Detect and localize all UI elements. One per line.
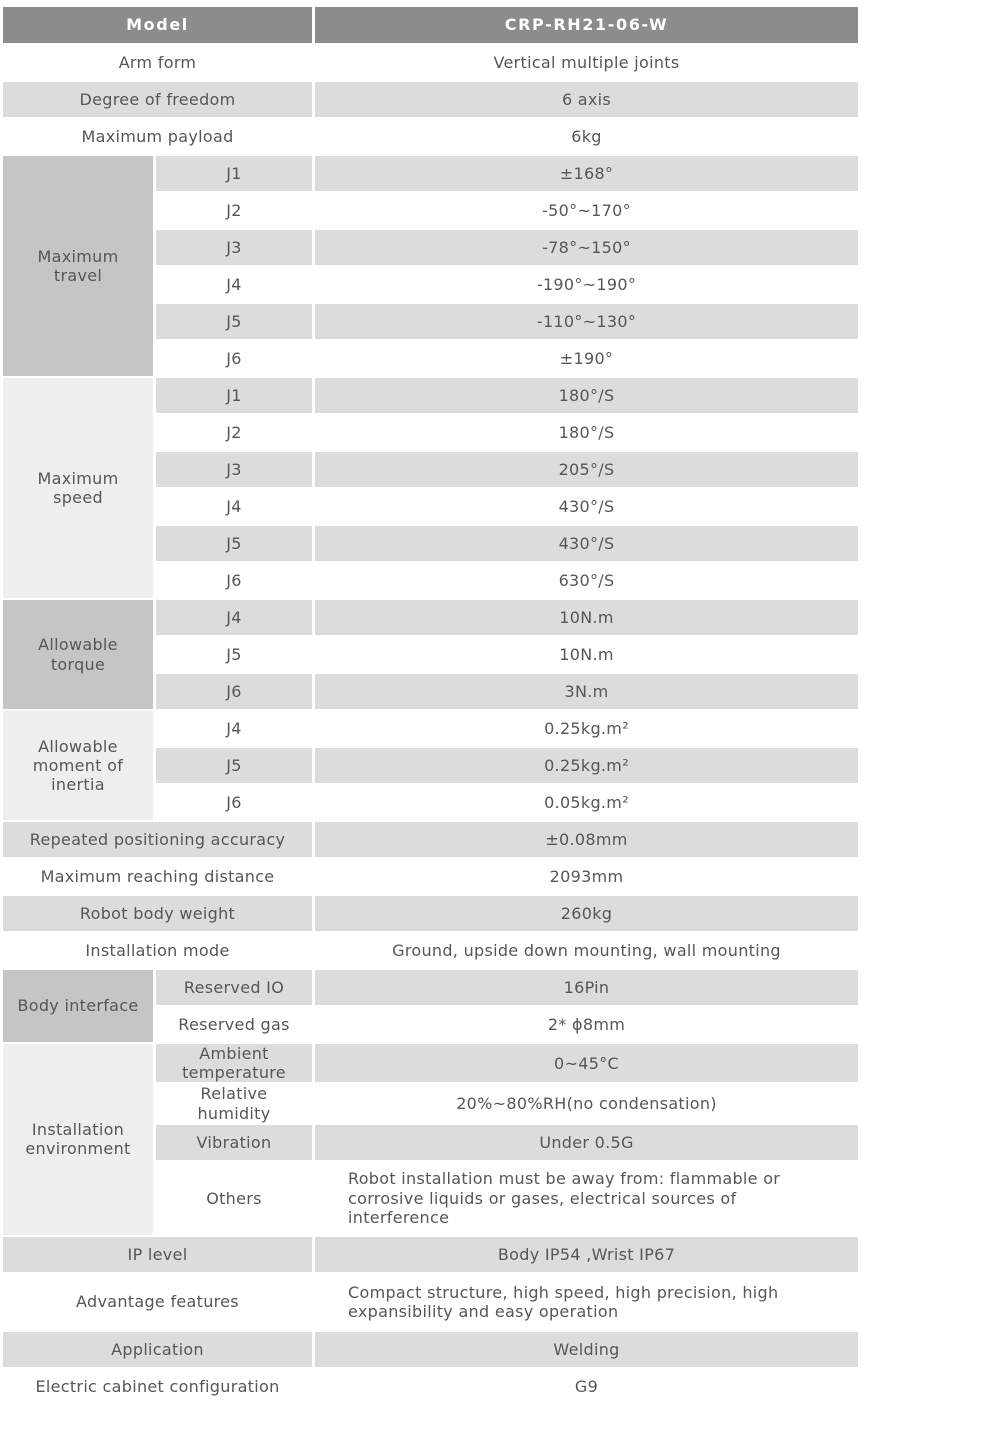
group-label: Body interface [3,970,153,1042]
row-value: Compact structure, high speed, high precision, high expansibility and easy operation [348,1282,779,1321]
row-sublabel: J2 [226,200,242,220]
row-value: 0~45°C [315,1044,858,1082]
row-value: 0.25kg.m² [544,718,629,738]
row-value: 6 axis [315,82,858,117]
row-value: Ground, upside down mounting, wall mounting [392,940,781,960]
row-value: Under 0.5G [315,1125,858,1160]
row-value: 430°/S [558,496,615,516]
row-sublabel: Reserved gas [178,1014,290,1034]
row-label: Advantage features [76,1292,239,1312]
spec-table [0,5,861,1406]
table-row [3,119,858,154]
row-sublabel: J5 [156,526,312,561]
group-label: Maximum speed [3,378,153,598]
table-row [3,822,858,857]
table-row [3,1274,858,1330]
row-value: 180°/S [315,378,858,413]
row-value: ±190° [559,348,614,368]
row-sublabel: J6 [226,348,242,368]
row-sublabel: J2 [226,422,242,442]
row-value: 630°/S [558,570,615,590]
table-row [3,1332,858,1367]
row-sublabel: J6 [226,792,242,812]
row-sublabel: J1 [156,378,312,413]
group-label: Installation environment [3,1044,153,1235]
row-value: Welding [315,1332,858,1367]
row-label: Electric cabinet configuration [35,1376,280,1396]
table-row [3,970,858,1005]
row-label: Maximum payload [81,126,234,146]
row-sublabel: J4 [226,496,242,516]
table-row [3,45,858,80]
table-row [3,1237,858,1272]
row-value: Vertical multiple joints [493,52,680,72]
row-value: 180°/S [558,422,615,442]
row-value: 2093mm [549,866,624,886]
group-label: Maximum travel [3,156,153,376]
table-row [3,711,858,746]
row-label: Application [3,1332,312,1367]
table-row [3,896,858,931]
table-row [3,378,858,413]
row-sublabel: J5 [156,304,312,339]
row-value: 3N.m [315,674,858,709]
row-label: Installation mode [85,940,230,960]
row-value: -78°~150° [315,230,858,265]
row-value: Body IP54 ,Wrist IP67 [315,1237,858,1272]
row-value: -110°~130° [315,304,858,339]
row-value: ±0.08mm [315,822,858,857]
row-sublabel: Ambient temperature [156,1044,312,1082]
row-sublabel: Others [206,1188,262,1208]
row-value: 260kg [315,896,858,931]
row-sublabel: Vibration [156,1125,312,1160]
spec-table-body [3,7,858,1404]
group-label: Allowable torque [3,600,153,709]
row-sublabel: J6 [156,674,312,709]
table-row [3,1044,858,1082]
row-sublabel: Relative humidity [197,1084,271,1123]
row-value: 430°/S [315,526,858,561]
row-value: G9 [574,1376,599,1396]
row-label: Arm form [118,52,197,72]
row-value: 16Pin [315,970,858,1005]
row-sublabel: J3 [156,452,312,487]
row-sublabel: J4 [226,718,242,738]
table-row [3,600,858,635]
table-row [3,1369,858,1404]
row-value: ±168° [315,156,858,191]
row-value: 2* ϕ8mm [547,1014,626,1034]
row-value: 6kg [571,126,602,146]
table-row [3,82,858,117]
table-row [3,933,858,968]
row-sublabel: J1 [156,156,312,191]
row-value: 20%~80%RH(no condensation) [456,1093,717,1113]
row-sublabel: J4 [226,274,242,294]
row-label: Degree of freedom [3,82,312,117]
row-value: 0.05kg.m² [544,792,629,812]
row-value: -50°~170° [542,200,631,220]
row-value: 205°/S [315,452,858,487]
model-header-label: Model [3,7,312,43]
row-sublabel: J3 [156,230,312,265]
table-row [3,859,858,894]
row-sublabel: J5 [156,748,312,783]
row-value: -190°~190° [536,274,637,294]
row-label: Maximum reaching distance [40,866,275,886]
row-value: 0.25kg.m² [315,748,858,783]
header-row [3,7,858,43]
row-sublabel: J6 [226,570,242,590]
row-sublabel: J5 [226,644,242,664]
table-row [3,156,858,191]
row-label: Robot body weight [3,896,312,931]
group-label: Allowable moment of inertia [3,711,153,820]
model-header-value: CRP-RH21-06-W [315,7,858,43]
row-label: Repeated positioning accuracy [3,822,312,857]
row-value: Robot installation must be away from: flammable or corrosive liquids or gases, electrical sources of interference [348,1169,781,1227]
row-value: 10N.m [559,644,614,664]
row-sublabel: Reserved IO [156,970,312,1005]
row-sublabel: J4 [156,600,312,635]
row-label: IP level [3,1237,312,1272]
row-value: 10N.m [315,600,858,635]
